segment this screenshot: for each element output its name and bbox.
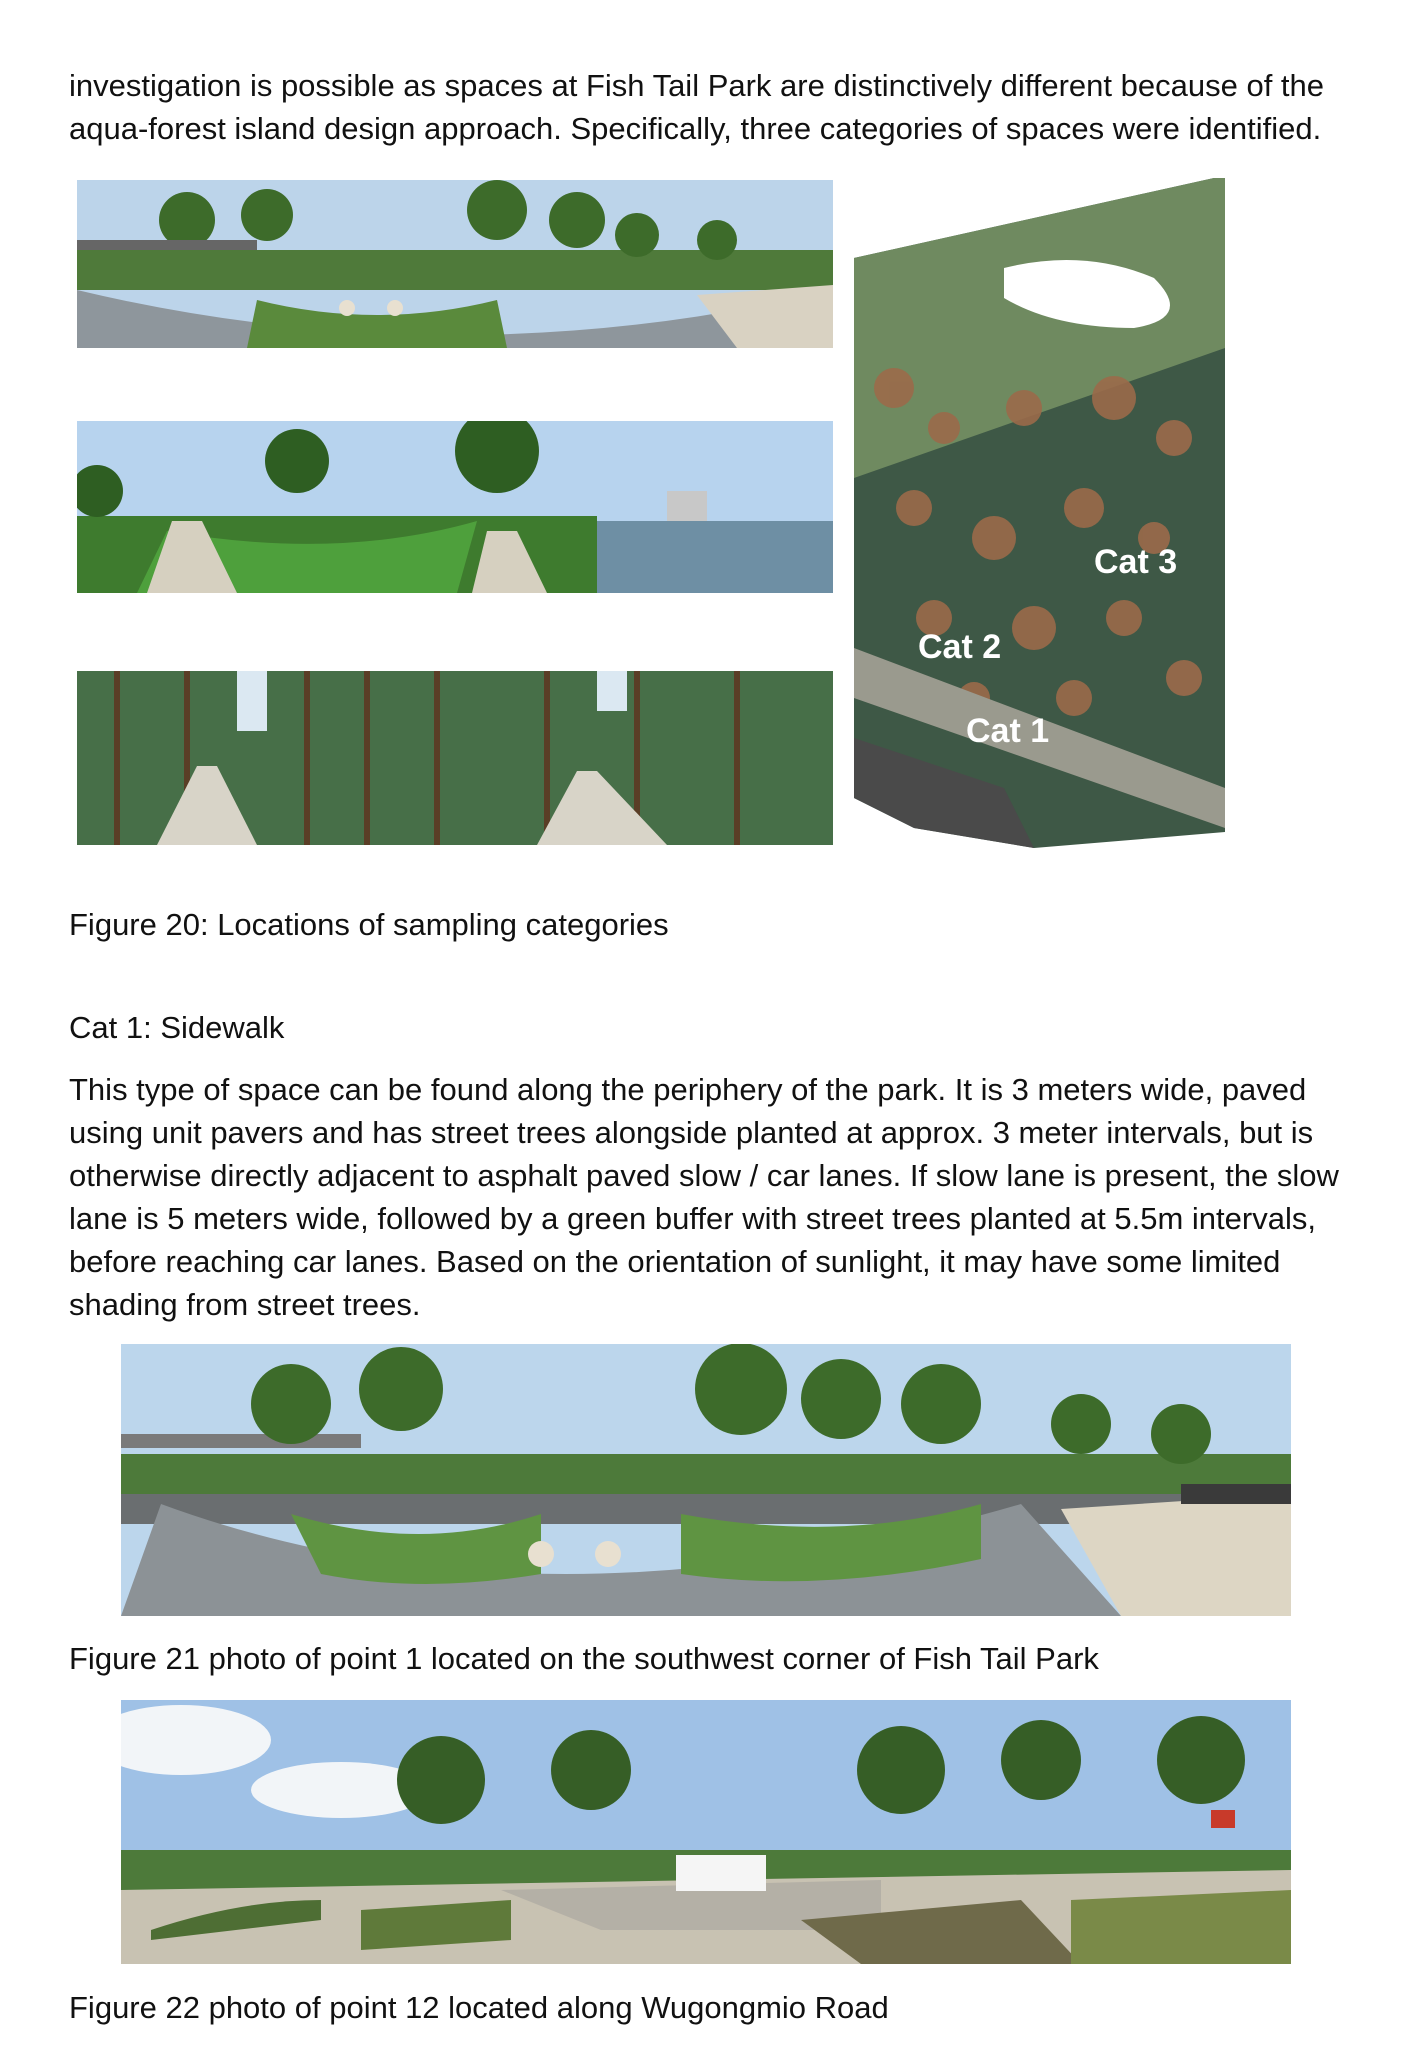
figure-22-caption: Figure 22 photo of point 12 located along Wugongmio Road <box>69 1990 889 2025</box>
figure-22-photo <box>121 1700 1291 1964</box>
aerial-map <box>854 178 1225 858</box>
intro-paragraph: investigation is possible as spaces at Fish Tail Park are distinctively different because of the aqua-forest island design approach. Specifically, three categories of spaces were identified. <box>69 68 1325 146</box>
cat1-body-paragraph: This type of space can be found along the periphery of the park. It is 3 meters wide, paved using unit pavers and has street trees alongside planted at approx. 3 meter intervals, but is otherwise directly adjacent to asphalt paved slow / car lanes. If slow lane is present, the slow lane is 5 meters wide, followed by a green buffer with street trees planted at 5.5m intervals, before reaching car lanes. Based on the orientation of sunlight, it may have some limited shading from street trees. <box>69 1072 1339 1322</box>
panorama-cat1-photo <box>77 180 833 348</box>
figure-20-caption: Figure 20: Locations of sampling categories <box>69 907 669 942</box>
panorama-cat3-photo <box>77 671 833 845</box>
section-heading-cat1: Cat 1: Sidewalk <box>69 1010 285 1045</box>
cat2-map-label: Cat 2 <box>918 628 1002 666</box>
figure-21-photo <box>121 1344 1291 1616</box>
panorama-cat2-photo <box>77 421 833 593</box>
cat3-map-label: Cat 3 <box>1094 543 1178 581</box>
figure-21-caption: Figure 21 photo of point 1 located on the southwest corner of Fish Tail Park <box>69 1641 1099 1676</box>
cat1-map-label: Cat 1 <box>966 712 1050 750</box>
